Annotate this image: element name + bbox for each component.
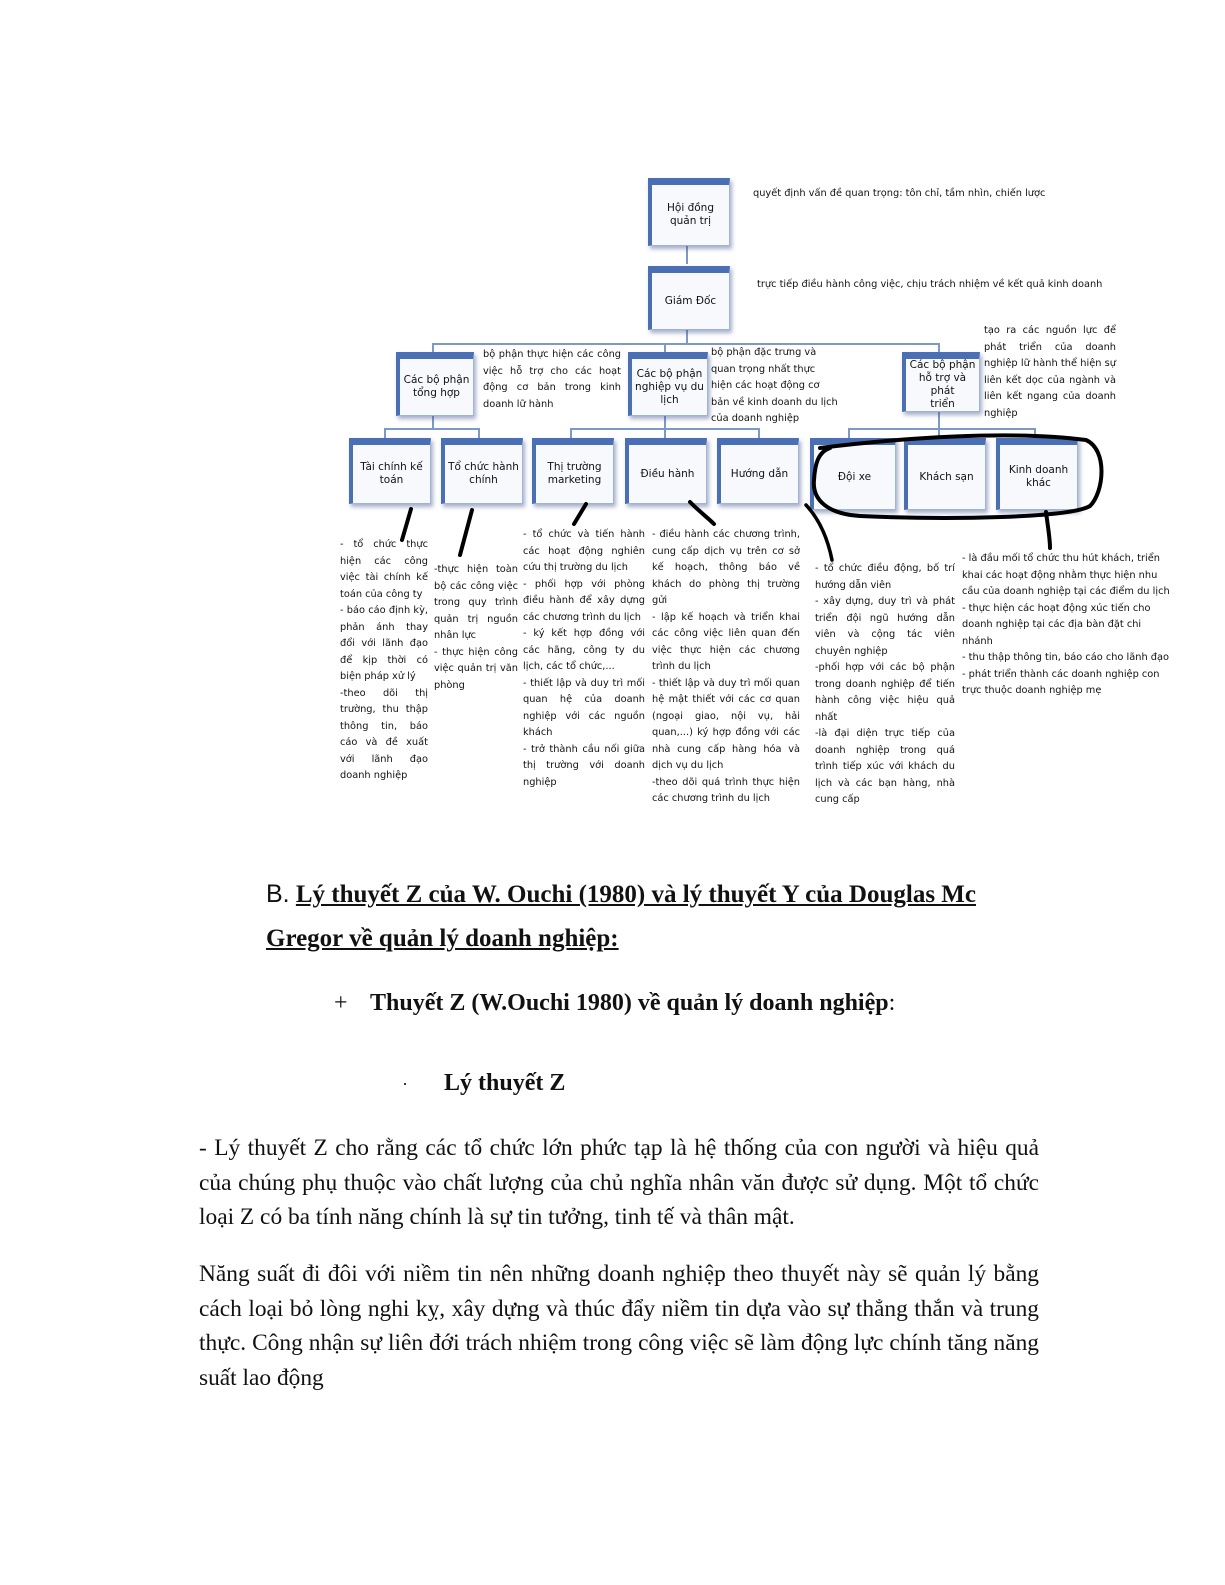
board-of-directors-box: Hội đồng quản trị <box>648 178 730 246</box>
finance-functions-note: - tổ chức thực hiện các công việc tài chính kế toán của công ty - báo cáo định kỳ, phản ánh thay đổi với lãnh đạo để kịp thời có biện pháp xử lý -theo dõi thị trường, thu thập thông tin, báo cáo và đề xuất với lãnh đạo doanh nghiệp <box>340 539 428 781</box>
marketing-functions-note: - tổ chức và tiến hành các hoạt động nghiên cứu thị trường du lịch - phối hợp với phòng điều hành để xây dựng các chương trình du lịch - ký kết hợp đồng với các hãng, công ty du lịch, các tổ chức,... - thiết lập và duy trì mối quan hệ của doanh nghiệp với các nguồn khách - trở thành cầu nối giữa thị trường với doanh nghiệp <box>523 529 645 788</box>
paragraph: - Lý thuyết Z cho rằng các tổ chức lớn phức tạp là hệ thống của con người và hiệu quả của chúng phụ thuộc vào chất lượng của chủ nghĩa nhân văn được sử dụng. Một tổ chức loại Z có ba tính năng chính là sự tin tưởng, tinh tế và thân mật. <box>199 1135 1039 1230</box>
business-dept-note: bộ phận đặc trưng và quan trọng nhất thực hiện các hoạt động cơ bản về kinh doanh du lịch của doanh nghiệp <box>711 347 838 424</box>
hotel-unit-box: Khách sạn <box>904 438 986 510</box>
support-dept-note: tạo ra các nguồn lực để phát triển của doanh nghiệp lữ hành thể hiện sự liên kết dọc của ngành và liên kết ngang của doanh nghiệp <box>984 325 1116 419</box>
admin-unit-box: Tổ chức hành chính <box>441 438 523 504</box>
other-business-unit-box: Kinh doanh khác <box>996 438 1078 510</box>
section-b-title: Lý thuyết Z của W. Ouchi (1980) và lý thuyết Y của Douglas Mc Gregor về quản lý doanh nghiệp: <box>266 881 977 952</box>
other-business-functions-note: - là đầu mối tổ chức thu hút khách, triển khai các hoạt động nhằm thực hiện nhu cầu của doanh nghiệp tại các điểm du lịch - thực hiện các hoạt động xúc tiến cho doanh nghiệp tại các địa bàn đặt chi nhánh - thu thập thông tin, báo cáo cho lãnh đạo - phát triển thành các doanh nghiệp con trực thuộc doanh nghiệp mẹ <box>962 553 1170 696</box>
guide-functions-note: - tổ chức điều động, bố trí hướng dẫn viên - xây dựng, duy trì và phát triển đội ngũ hướng dẫn viên và cộng tác viên chuyên nghiệp -phối hợp với các bộ phận trong doanh nghiệp để tiến hành công việc hiệu quả nhất -là đại diện trực tiếp của doanh nghiệp trong quá trình tiếp xúc với khách du lịch và các bạn hàng, nhà cung cấp <box>815 563 955 805</box>
theory-z-subheading-suffix: : <box>888 990 896 1016</box>
plus-bullet: + <box>334 990 348 1016</box>
operations-unit-box: Điều hành <box>625 438 707 504</box>
fleet-unit-box: Đội xe <box>810 438 896 510</box>
theory-z-title <box>402 1066 565 1101</box>
general-dept-note: bộ phận thực hiện các công việc hỗ trợ cho các hoạt động cơ bản trong kinh doanh lữ hành <box>483 349 621 410</box>
support-dept-box: Các bộ phận hỗ trợ và phát triển <box>902 352 980 412</box>
business-dept-box: Các bộ phận nghiệp vụ du lịch <box>628 352 708 416</box>
paragraph: Năng suất đi đôi với niềm tin nên những doanh nghiệp theo thuyết này sẽ quản lý bằng cách loại bỏ lòng nghi kỵ, xây dựng và thúc đẩy niềm tin dựa vào sự thẳng thắn và trung thực. Công nhận sự liên đới trách nhiệm trong công việc sẽ làm động lực chính tăng năng suất lao động <box>199 1261 1039 1391</box>
marketing-unit-box: Thị trường marketing <box>532 438 614 504</box>
board-note: quyết định vấn đề quan trọng: tôn chỉ, tầm nhìn, chiến lược <box>753 188 1046 199</box>
theory-z-subheading <box>334 986 895 1020</box>
director-box: Giám Đốc <box>648 266 730 330</box>
section-letter: B. <box>266 880 290 908</box>
theory-z-title-text: Lý thuyết Z <box>444 1070 566 1096</box>
admin-functions-note: -thực hiện toàn bộ các công việc trong quy trình quản trị nguồn nhân lực - thực hiện công việc quản trị văn phòng <box>434 564 518 691</box>
operations-functions-note: - điều hành các chương trình, cung cấp dịch vụ trên cơ sở kế hoạch, thông báo về khách do phòng thị trường gửi - lập kế hoạch và triển khai các công việc liên quan đến việc thực hiện các chương trình du lịch - thiết lập và duy trì mối quan hệ mật thiết với các cơ quan (ngoại giao, nội vụ, hải quan,...) ký hợp đồng với các nhà cung cấp hàng hóa và dịch vụ du lịch -theo dõi quá trình thực hiện các chương trình du lịch <box>652 529 800 804</box>
guide-unit-box: Hướng dẫn <box>717 438 799 504</box>
director-note: trực tiếp điều hành công việc, chịu trách nhiệm về kết quả kinh doanh <box>757 279 1103 290</box>
finance-unit-box: Tài chính kế toán <box>349 438 431 504</box>
dot-bullet: · <box>402 1074 408 1094</box>
general-dept-box: Các bộ phận tổng hợp <box>396 352 474 416</box>
section-b-heading <box>266 872 1046 961</box>
theory-z-subheading-text: Thuyết Z (W.Ouchi 1980) về quản lý doanh nghiệp <box>370 990 889 1016</box>
